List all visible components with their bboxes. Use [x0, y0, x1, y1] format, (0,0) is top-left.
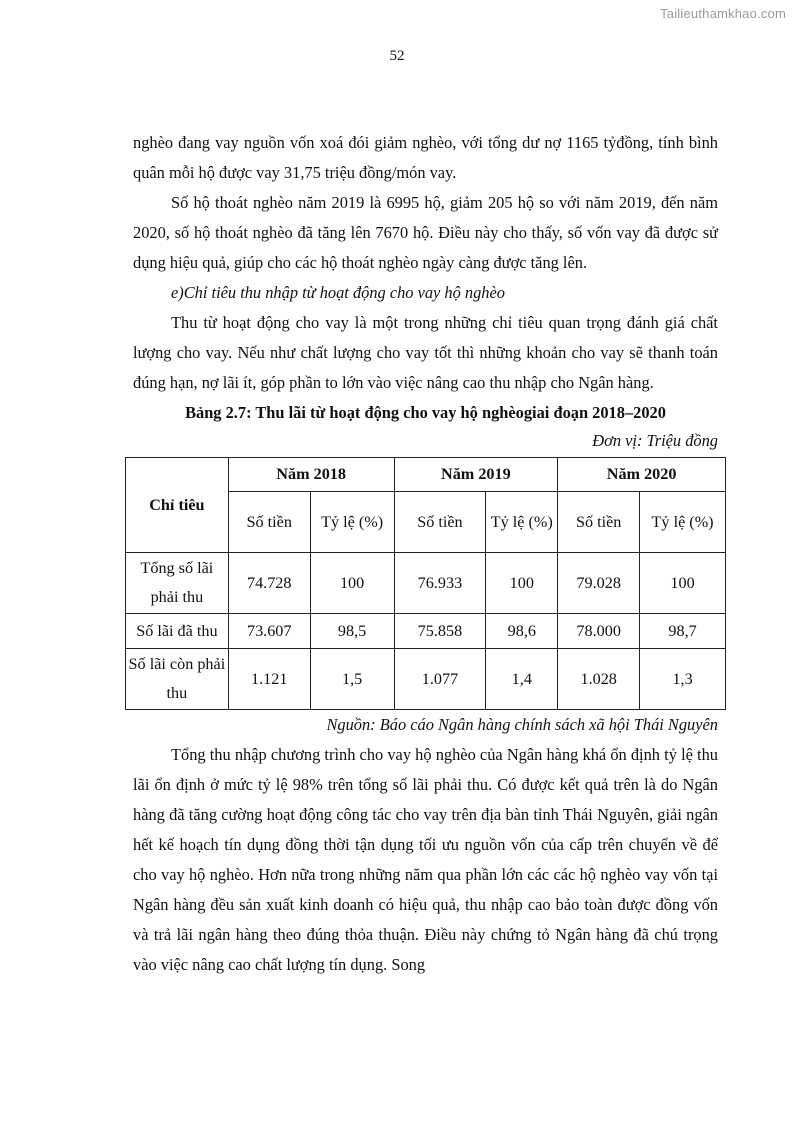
table-cell: 100: [310, 553, 394, 614]
header-indicator: Chỉ tiêu: [126, 458, 229, 553]
table-cell: 1,4: [486, 649, 558, 710]
paragraph-analysis: Tổng thu nhập chương trình cho vay hộ nghèo của Ngân hàng khá ổn định tỷ lệ thu lãi ổn định ở mức tỷ lệ 98% trên tổng số lãi phải thu. Có được kết quả trên là do Ngân hàng đã tăng cường hoạt động công tác cho vay trên địa bàn tỉnh Thái Nguyên, giải ngân hết kế hoạch tín dụng đồng thời tận dụng tối ưu nguồn vốn của cấp trên chuyển về để cho vay hộ nghèo. Hơn nữa trong những năm qua phần lớn các các hộ nghèo vay vốn tại Ngân hàng đều sản xuất kinh doanh có hiệu quả, thu nhập cao bảo toàn được đồng vốn và trả lãi ngân hàng theo đúng thỏa thuận. Điều này chứng tỏ Ngân hàng đã chú trọng vào việc nâng cao chất lượng tín dụng. Song: [133, 745, 718, 974]
table-cell: 1,5: [310, 649, 394, 710]
table-cell: 1,3: [640, 649, 726, 710]
header-amount-2018: Số tiền: [228, 492, 310, 553]
table-cell: 100: [486, 553, 558, 614]
table-cell: 73.607: [228, 614, 310, 649]
row-label: Tổng số lãi phải thu: [126, 553, 229, 614]
section-heading: e)Chỉ tiêu thu nhập từ hoạt động cho vay hộ nghèo: [171, 283, 505, 302]
table-header-row-years: [126, 458, 726, 492]
header-year-2018: Năm 2018: [228, 458, 394, 492]
table-cell: 1.077: [394, 649, 486, 710]
page-number: 52: [389, 48, 405, 64]
table-cell: 79.028: [558, 553, 640, 614]
paragraph-continued: nghèo đang vay nguồn vốn xoá đói giảm nghèo, với tổng dư nợ 1165 tỷđồng, tính bình quân mỗi hộ được vay 31,75 triệu đồng/món vay.: [133, 133, 718, 182]
table-row: [126, 553, 726, 614]
table-cell: 98,5: [310, 614, 394, 649]
header-year-2020: Năm 2020: [558, 458, 726, 492]
table-cell: 98,7: [640, 614, 726, 649]
header-ratio-2018: Tỷ lệ (%): [310, 492, 394, 553]
table-row: [126, 614, 726, 649]
paragraph-intro: Thu từ hoạt động cho vay là một trong những chỉ tiêu quan trọng đánh giá chất lượng cho vay. Nếu như chất lượng cho vay tốt thì những khoản cho vay sẽ thanh toán đúng hạn, nợ lãi ít, góp phần to lớn vào việc nâng cao thu nhập cho Ngân hàng.: [133, 313, 718, 392]
table-cell: 100: [640, 553, 726, 614]
table-cell: 76.933: [394, 553, 486, 614]
document-body: [128, 128, 718, 980]
row-label: Số lãi còn phải thu: [126, 649, 229, 710]
header-year-2019: Năm 2019: [394, 458, 558, 492]
table-unit: Đơn vị: Triệu đồng: [592, 431, 718, 450]
header-ratio-2020: Tỷ lệ (%): [640, 492, 726, 553]
table-cell: 78.000: [558, 614, 640, 649]
table-cell: 1.121: [228, 649, 310, 710]
table-cell: 74.728: [228, 553, 310, 614]
table-cell: 75.858: [394, 614, 486, 649]
paragraph-poverty-exit: Số hộ thoát nghèo năm 2019 là 6995 hộ, giảm 205 hộ so với năm 2019, đến năm 2020, số hộ thoát nghèo đã tăng lên 7670 hộ. Điều này cho thấy, số vốn vay đã được sử dụng hiệu quả, giúp cho các hộ thoát nghèo ngày càng được tăng lên.: [133, 193, 718, 272]
table-cell: 1.028: [558, 649, 640, 710]
watermark-text: Tailieuthamkhao.com: [660, 6, 786, 21]
table-row: [126, 649, 726, 710]
header-ratio-2019: Tỷ lệ (%): [486, 492, 558, 553]
header-amount-2019: Số tiền: [394, 492, 486, 553]
header-amount-2020: Số tiền: [558, 492, 640, 553]
table-source: Nguồn: Báo cáo Ngân hàng chính sách xã hội Thái Nguyên: [326, 715, 718, 734]
row-label: Số lãi đã thu: [126, 614, 229, 649]
table-title: Bảng 2.7: Thu lãi từ hoạt động cho vay hộ nghèogiai đoạn 2018–2020: [185, 403, 666, 422]
table-cell: 98,6: [486, 614, 558, 649]
interest-income-table: [125, 457, 726, 710]
